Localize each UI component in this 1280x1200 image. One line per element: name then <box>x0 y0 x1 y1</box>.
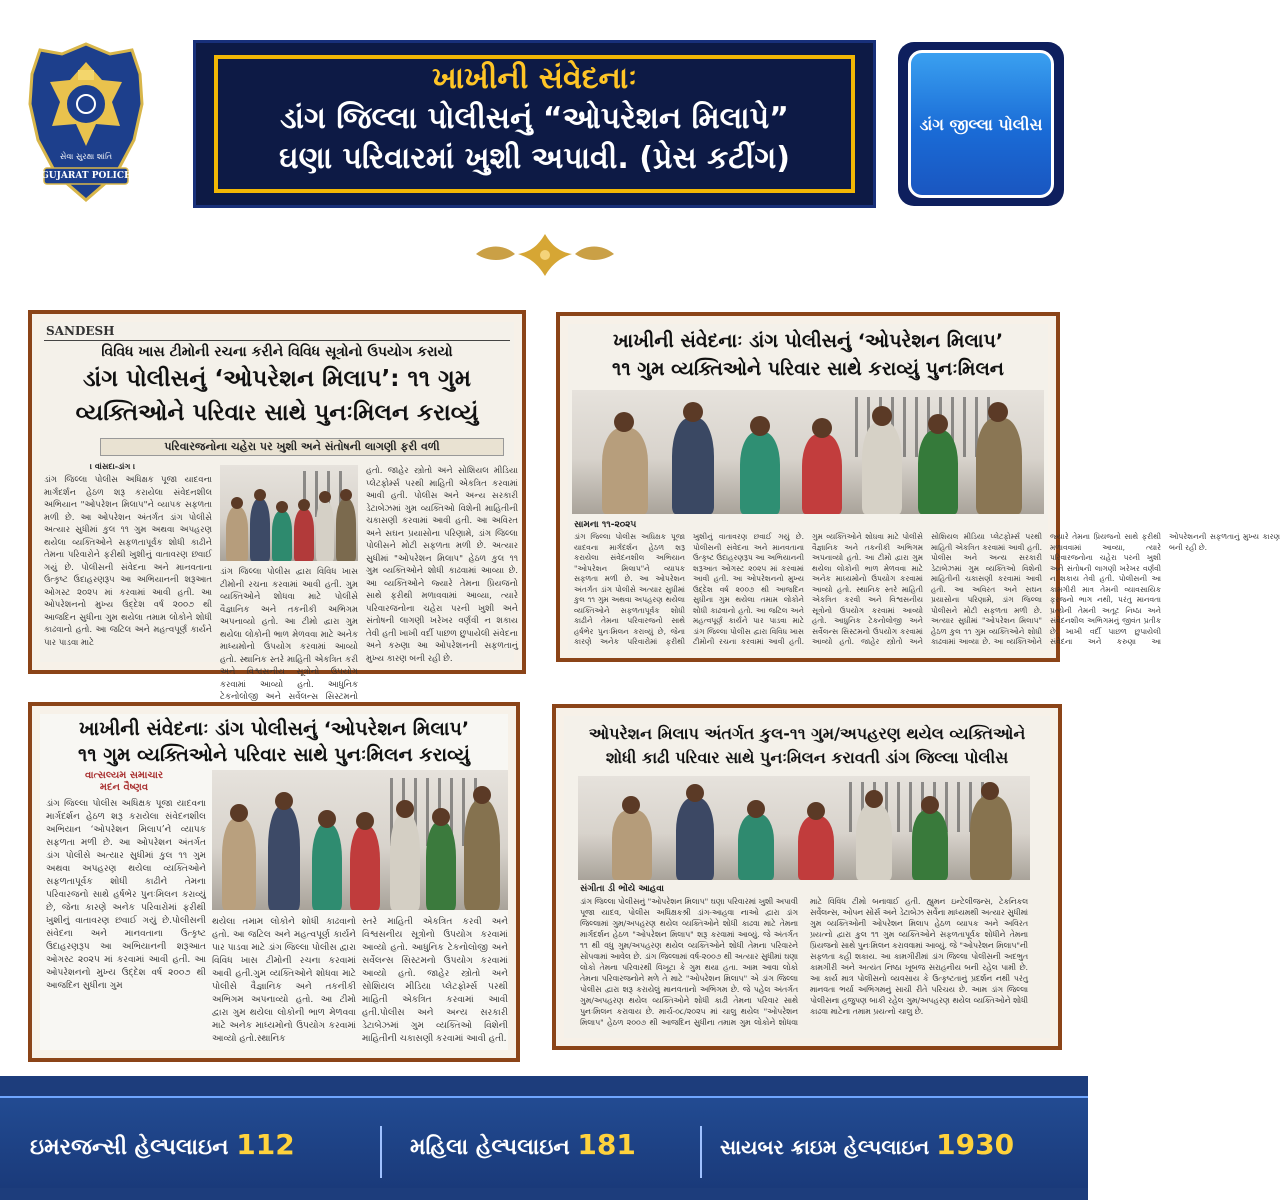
headline-line2: શોધી કાઢી પરિવાર સાથે પુનઃમિલન કરાવતી ડાંગ જિલ્લા પોલીસ <box>605 748 1009 767</box>
kicker: વિવિધ ખાસ ટીમોની રચના કરીને વિવિધ સૂત્રોનો ઉપયોગ કરાયો <box>101 344 453 360</box>
emergency-helpline-number: 112 <box>236 1128 295 1161</box>
article-column-2: ડાંગ જિલ્લા પોલીસ દ્વારા વિવિધ ખાસ ટીમોની રચના કરવામાં આવી હતી. ગુમ વ્યક્તિઓને શોધવા માટે પોલીસે વૈજ્ઞાનિક અને તકનીકી અભિગમ અપનાવ્યો હતો. આ ટીમો દ્વારા ગુમ થયેલા લોકોની ભાળ મેળવવા માટે અનેક માધ્યમોનો ઉપયોગ કરવામાં આવ્યો હતો. સ્થાનિક સ્તરે માહિતી એકત્રિત કરી અને વિશ્વસનીય સૂત્રોનો ઉપયોગ કરવામાં આવ્યો હતો. આધુનિક ટેકનોલોજી અને સર્વેલન્સ સિસ્ટમનો <box>220 567 358 702</box>
logo-text: GUJARAT POLICE <box>41 171 131 181</box>
women-helpline-label: મહિલા હેલ્પલાઇન <box>410 1135 570 1160</box>
article-column-3: સ્તરે માહિતી એકત્રિત કરવી અને વિશ્વસનીય સૂત્રોનો ઉપયોગ કરવામાં આવ્યો હતો. આધુનિક ટેકનોલોજી અને સર્વેલન્સ સિસ્ટમનો ઉપયોગ કરવામાં આવ્યો હતો. જાહેર સ્ત્રોતો અને સોશિયલ મીડિયા પ્લેટફોર્મ્સ પરથી માહિતી એકત્રિત કરવામાં આવી હતી.પોલીસ અને અન્ય સરકારી ડેટાબેઝમાં ગુમ વ્યક્તિઓ વિશેની માહિતીની ચકાસણી કરવામાં આવી હતી. <box>362 917 508 1044</box>
cyber-helpline-label: સાયબર ક્રાઇમ હેલ્પલાઇન <box>720 1135 930 1159</box>
cyber-helpline-number: 1930 <box>936 1128 1015 1161</box>
footer-band <box>0 1096 1088 1188</box>
press-clipping-vatsalyam <box>28 702 520 1062</box>
dang-police-badge <box>898 42 1064 206</box>
byline: સામના ૧૧-૨૦૨૫ <box>574 520 637 530</box>
dateline: । વાંસદા-ડાંગ । <box>90 462 136 471</box>
news-photo <box>212 770 508 910</box>
article-column-1: ડાંગ જિલ્લા પોલીસ અધિક્ષક પૂજા યાદવના માર્ગદર્શન હેઠળ શરૂ કરાયેલા સંવેદનશીલ અભિયાન ‘ઓપરેશન મિલાપ’ને વ્યાપક સફળતા મળી છે. આ ઓપરેશન અંતર્ગત ડાંગ પોલીસે અત્યાર સુધીમાં કુલ ૧૧ ગુમ અથવા અપહરણ થયેલા વ્યક્તિઓને સફળતાપૂર્વક શોધી કાઢીને તેમના પરિવારજનો સાથે હર્ષભેર પુનઃમિલન કરાવ્યું છે, જેના કારણે અનેક પરિવારોમાં ફરીથી ખુશીનું વાતાવરણ છવાઈ ગયું છે.પોલીસની સંવેદના અને માનવતાના ઉત્કૃષ્ટ ઉદાહરણરૂપ આ અભિયાનની શરૂઆત ઓગસ્ટ ૨૦૨૫ માં કરવામાં આવી હતી. આ ઓપરેશનનો મુખ્ય ઉદ્દેશ વર્ષ ૨૦૦૭ થી આજદિન સુધીના ગુમ <box>46 799 206 991</box>
headline-line1: ખાખીની સંવેદનાઃ ડાંગ પોલીસનું ‘ઓપરેશન મિલાપ’ <box>612 330 1004 352</box>
headline-line1: ખાખીની સંવેદનાઃ ડાંગ પોલીસનું ‘ઓપરેશન મિલાપ’ <box>78 718 470 740</box>
clipping-paper <box>40 322 518 702</box>
newspaper-name: વાત્સલ્યમ સમાચાર <box>84 770 164 781</box>
headline-line1: ડાંગ પોલીસનું ‘ઓપરેશન મિલાપ’: ૧૧ ગુમ <box>82 366 472 392</box>
article-column-2: થયેલા તમામ લોકોને શોધી કાઢવાનો હતો. આ જટિલ અને મહત્વપૂર્ણ કાર્યને પાર પાડવા માટે ડાંગ જિલ્લા પોલીસ દ્વારા વિવિધ ખાસ ટીમોની રચના કરવામાં આવી હતી.ગુમ વ્યક્તિઓને શોધવા માટે પોલીસે વૈજ્ઞાનિક અને તકનીકી અભિગમ અપનાવ્યો હતો. આ ટીમો દ્વારા ગુમ થયેલા લોકોની ભાળ મેળવવા માટે અનેક માધ્યમોનો ઉપયોગ કરવામાં આવ્યો હતો.સ્થાનિક <box>212 917 356 1044</box>
gujarat-police-logo <box>24 40 148 204</box>
cyber-crime-helpline[interactable] <box>720 1128 1014 1162</box>
press-clipping-sandesh <box>28 310 526 702</box>
headline-line2: વ્યક્તિઓને પરિવાર સાથે પુનઃમિલન કરાવ્યું <box>75 400 479 426</box>
women-helpline[interactable] <box>410 1128 636 1162</box>
badge-label: ડાંગ જીલ્લા પોલીસ <box>919 115 1043 134</box>
author-name: મદન વૈષ્ણવ <box>99 782 149 793</box>
banner-title-line3: ઘણા પરિવારમાં ખુશી અપાવી. (પ્રેસ કટીંગ) <box>279 141 790 176</box>
news-photo <box>572 390 1044 514</box>
footer-divider <box>380 1126 382 1178</box>
banner-title-line2: ડાંગ જિલ્લા પોલીસનું “ઓપરેશન મિલાપે” <box>280 101 789 136</box>
article-column-1: ડાંગ જિલ્લા પોલીસ અધિક્ષક પૂજા યાદવના માર્ગદર્શન હેઠળ શરૂ કરાયેલા સંવેદનશીલ અભિયાન "ઓપરેશન મિલાપ"ને વ્યાપક સફળતા મળી છે. આ ઓપરેશન અંતર્ગત ડાંગ પોલીસે અત્યાર સુધીમાં કુલ ૧૧ ગુમ અથવા અપહરણ થયેલા વ્યક્તિઓને સફળતાપૂર્વક શોધી કાઢીને તેમના પરિવારોને ફરીથી ખુશીનું વાતાવરણ છવાઈ ગયું છે. પોલીસની સંવેદના અને માનવતાના ઉત્કૃષ્ટ ઉદાહરણરૂપ આ અભિયાનની શરૂઆત ઓગસ્ટ ૨૦૨૫ માં કરવામાં આવી હતી. આ ઓપરેશનનો મુખ્ય ઉદ્દેશ વર્ષ ૨૦૦૭ થી આજદિન સુધીના ગુમ થયેલા તમામ લોકોને શોધી કાઢવાનો હતો. આ જટિલ અને મહત્વપૂર્ણ કાર્યને પાર પાડવા માટે <box>44 475 212 648</box>
rule <box>44 340 510 341</box>
emergency-helpline-label: ઇમરજન્સી હેલ્પલાઇન <box>30 1135 229 1160</box>
article-text: ડાંગ જિલ્લા પોલીસ અધિક્ષક પૂજા યાદવના માર્ગદર્શન હેઠળ શરૂ કરાયેલા સંવેદનશીલ અભિયાન "ઓપરેશન મિલાપ"ને વ્યાપક સફળતા મળી છે. આ ઓપરેશન અંતર્ગત ડાંગ પોલીસે અત્યાર સુધીમાં કુલ ૧૧ ગુમ અથવા અપહરણ થયેલા વ્યક્તિઓને સફળતાપૂર્વક શોધી કાઢીને તેમના પરિવારજનો સાથે હર્ષભેર પુનઃમિલન કરાવ્યું છે, જેના કારણે અનેક પરિવારોમાં ફરીથી ખુશીનું વાતાવરણ છવાઈ ગયું છે. પોલીસની સંવેદના અને માનવતાના ઉત્કૃષ્ટ ઉદાહરણરૂપ આ અભિયાનની શરૂઆત ઓગસ્ટ ૨૦૨૫ માં કરવામાં આવી હતી. આ ઓપરેશનનો મુખ્ય ઉદ્દેશ વર્ષ ૨૦૦૭ થી આજદિન સુધીના ગુમ થયેલા તમામ લોકોને શોધી કાઢવાનો હતો. આ જટિલ અને મહત્વપૂર્ણ કાર્યને પાર પાડવા માટે ડાંગ જિલ્લા પોલીસ દ્વારા વિવિધ ખાસ ટીમોની રચના કરવામાં આવી હતી. ગુમ વ્યક્તિઓને શોધવા માટે પોલીસે વૈજ્ઞાનિક અને તકનીકી અભિગમ અપનાવ્યો હતો. આ ટીમો દ્વારા ગુમ થયેલા લોકોની ભાળ મેળવવા માટે અનેક માધ્યમોનો ઉપયોગ કરવામાં આવ્યો હતો. સ્થાનિક સ્તરે માહિતી એકત્રિત કરવી અને વિશ્વસનીય સૂત્રોનો ઉપયોગ કરવામાં આવ્યો હતો. આધુનિક ટેકનોલોજી અને સર્વેલન્સ સિસ્ટમનો ઉપયોગ કરવામાં આવ્યો હતો. જાહેર સ્ત્રોતો અને સોશિયલ મીડિયા પ્લેટફોર્મ્સ પરથી માહિતી એકત્રિત કરવામાં આવી હતી. પોલીસ અને અન્ય સરકારી ડેટાબેઝમાં ગુમ વ્યક્તિઓ વિશેની માહિતીની ચકાસણી કરવામાં આવી હતી. આ અવિરત અને સઘન પ્રયાસોના પરિણામે, ડાંગ જિલ્લા પોલીસને મોટી સફળતા મળી છે. અત્યાર સુધીમાં "ઓપરેશન મિલાપ" હેઠળ કુલ ૧૧ ગુમ વ્યક્તિઓને શોધી કાઢવામાં આવ્યા છે. આ વ્યક્તિઓને જ્યારે તેમના પ્રિયજનો સાથે ફરીથી મળાવવામાં આવ્યા, ત્યારે પરિવારજનોના ચહેરા પરની ખુશી અને સંતોષની લાગણી ખરેખર વર્ણવી ન શકાય તેવી હતી. પોલીસની આ કામગીરી માત્ર તેમની વ્યાવસાયિક ફરજનો ભાગ નથી, પરંતુ માનવતા પ્રત્યેની તેમની અતૂટ નિષ્ઠા અને સંવેદનશીલ અભિગમનું જીવંત પ્રતીક છે. ખાખી વર્દી પાછળ છુપાયેલી સંવેદના અને કરુણા આ ઓપરેશનની સફળતાનું મુખ્ય કારણ બની રહી છે. <box>574 532 1280 646</box>
article-text: ડાંગ જિલ્લા પોલીસનું "ઓપરેશન મિલાપ" ઘણા પરિવારમાં ખુશી અપાવી પૂજા યાદવ, પોલીસ અધિક્ષકશ્રી ડાંગ-આહવા નાઓ દ્વારા ડાંગ જિલ્લામાં ગુમ/અપહરણ થયેલ વ્યક્તિઓને શોધી કાઢવા માટે તેમના માર્ગદર્શન હેઠળ "ઓપરેશન મિલાપ" શરૂ કરવામાં આવ્યું. જે અંતર્ગત ૧૧ થી વધુ ગુમ/અપહરણ થયેલ વ્યક્તિઓને શોધી તેમના પરિવારને સોંપવામાં આવેલ છે. ડાંગ જિલ્લામાં વર્ષ-૨૦૦૭ થી અત્યાર સુધીમાં ઘણા લોકો તેમના પરિવારથી વિખૂટા કે ગુમ થયા હતા. આમ આવા લોકો તેમના પરિવારજનોને મળે તે માટે "ઓપરેશન મિલાપ" એ ડાંગ જિલ્લા પોલીસ દ્વારા શરૂ કરાયેલું માનવતાનો અભિગમ છે. જે પહેલ અંતર્ગત ગુમ/અપહરણ થયેલ વ્યક્તિઓને શોધી કાઢી તેમના પરિવાર સાથે પુનઃમિલન કરાવાય છે. માર્ચ-૦૮/૨૦૨૫ માં ચાલુ થયેલ "ઓપરેશન મિલાપ" હેઠળ ૨૦૦૭ થી આજદિન સુધીના તમામ ગુમ લોકોને શોધવા માટે વિવિધ ટીમો બનાવાઈ હતી. હ્યુમન ઇન્ટેલીજન્સ, ટેકનિકલ સર્વેલન્સ, ઓપન સોર્સ અને ડેટાબેઝ સર્વેના માધ્યમથી અત્યાર સુધીમાં ગુમ વ્યક્તિઓની ઓપરેશન મિલાપ હેઠળ વ્યાપક અને અવિરત પ્રયત્નો દ્વારા કુલ ૧૧ ગુમ વ્યક્તિઓને સફળતાપૂર્વક શોધીને તેમના પ્રિયજનો સાથે પુનઃમિલન કરાવવામાં આવ્યું. જે "ઓપરેશન મિલાપ"ની સફળતા કહી શકાય. આ કામગીરીમાં ડાંગ જિલ્લા પોલીસની અદભુત કામગીરી અને અત્યંત નિષ્ઠા ખૂબજ સરાહનીય બની રહેલ પામી છે. આ કાર્ય માત્ર પોલીસનો વ્યવસાય કે ઉત્કૃષ્ટતાનું પ્રદર્શન નથી પરંતુ માનવતા ભર્યા અભિગમનું સાચી રીતે પરિચય છે. આમ ડાંગ જિલ્લા પોલીસના હજુપણ બાકી રહેલ ગુમ/અપહરણ થયેલ વ્યક્તિઓને શોધી કાઢવા માટેના તમામ પ્રયત્નો ચાલુ છે. <box>580 897 1028 1027</box>
emergency-helpline[interactable] <box>30 1128 295 1162</box>
clipping-paper <box>568 324 1280 650</box>
clipping-paper <box>564 716 1050 1038</box>
title-banner <box>193 40 876 208</box>
logo-motto: સેવા સુરક્ષા શાંતિ <box>59 152 113 161</box>
badge-tile <box>908 50 1054 198</box>
headline-line1: ઓપરેશન મિલાપ અંતર્ગત કુલ-૧૧ ગુમ/અપહરણ થયેલ વ્યક્તિઓને <box>588 724 1026 743</box>
article-column-3: હતો. જાહેર સ્ત્રોતો અને સોશિયલ મીડિયા પ્લેટફોર્મ્સ પરથી માહિતી એકત્રિત કરવામાં આવી હતી. પોલીસ અને અન્ય સરકારી ડેટાબેઝમાં ગુમ વ્યક્તિઓ વિશેની માહિતીની ચકાસણી કરવામાં આવી હતી. આ અવિરત અને સઘન પ્રયાસોના પરિણામે, ડાંગ જિલ્લા પોલીસને મોટી સફળતા મળી છે. અત્યાર સુધીમાં "ઓપરેશન મિલાપ" હેઠળ કુલ ૧૧ ગુમ વ્યક્તિઓને શોધી કાઢવામાં આવ્યા છે. આ વ્યક્તિઓને જ્યારે તેમના પ્રિયજનો સાથે ફરીથી મળાવવામાં આવ્યા, ત્યારે પરિવારજનોના ચહેરા પરની ખુશી અને સંતોષની લાગણી ખરેખર વર્ણવી ન શકાય તેવી હતી ખાખી વર્દી પાછળ છુપાયેલી સંવેદના અને કરુણા આ ઓપરેશનની સફળતાનું મુખ્ય કારણ બની રહી છે. <box>366 466 518 664</box>
helpline-footer <box>0 1076 1088 1200</box>
banner-title-line1: ખાખીની સંવેદનાઃ <box>432 61 637 96</box>
press-clipping-samna <box>556 312 1280 662</box>
subhead: પરિવારજનોના ચહેરા પર ખુશી અને સંતોષની લાગણી ફરી વળી <box>100 438 504 456</box>
clipping-paper <box>40 714 508 1050</box>
press-clipping-ahwa <box>552 704 1062 1050</box>
gold-ornament-icon <box>470 228 620 282</box>
news-photo <box>220 465 358 561</box>
headline-line2: ૧૧ ગુમ વ્યક્તિઓને પરિવાર સાથે પુનઃમિલન કરાવ્યું <box>78 744 470 766</box>
headline-line2: ૧૧ ગુમ વ્યક્તિઓને પરિવાર સાથે કરાવ્યું પુનઃમિલન <box>612 358 1004 380</box>
women-helpline-number: 181 <box>577 1128 636 1161</box>
footer-divider <box>700 1126 702 1178</box>
masthead: SANDESH <box>46 324 115 338</box>
byline: સંગીતા ડી ભોંયે આહવા <box>580 884 665 894</box>
news-photo <box>578 776 1030 880</box>
